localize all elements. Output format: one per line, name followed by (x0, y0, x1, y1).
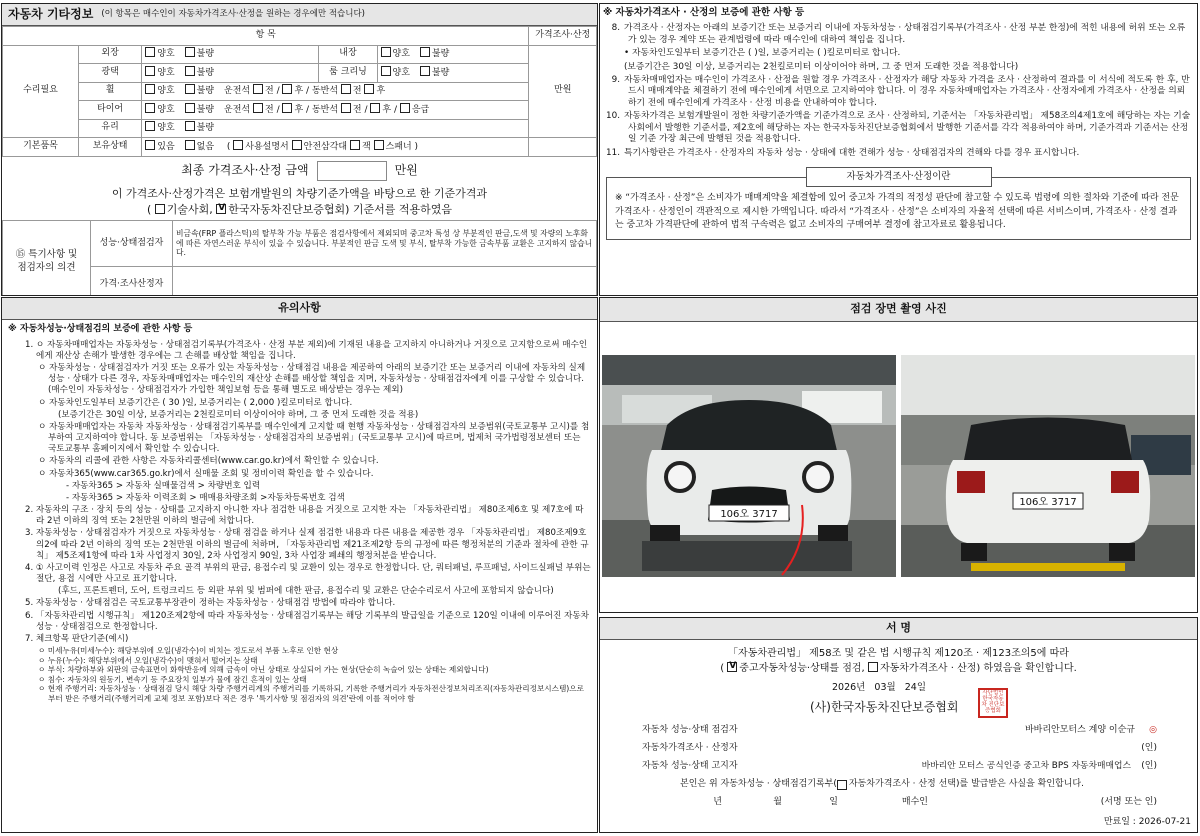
expiry-date: 만료일 : 2026-07-21 (1103, 817, 1191, 828)
opt-good: 양호 (157, 49, 175, 60)
rear-label: 후 (376, 86, 386, 97)
sign-line1: 「자동차관리법」 제58조 및 같은 법 시행규칙 제120조 · 제123조의5에 따라 (728, 648, 1069, 659)
inspector-label: 성능·상태점검자 (91, 221, 173, 267)
guarantee-items (606, 23, 1191, 159)
hold-status-label: 보유상태 (78, 138, 141, 157)
rear-label: 후 (294, 104, 304, 115)
exterior-good-checkbox[interactable] (145, 47, 155, 57)
r5-sign: (서명 또는 인) (1100, 797, 1157, 808)
none-checkbox[interactable] (185, 140, 195, 150)
jack-label: 잭 (361, 141, 371, 152)
guarantee-item-text: 특기사항란은 가격조사 · 산정자의 자동차 성능 · 상태에 대한 견해가 성능 · 상태점검자의 견해와 다를 경우 표시합니다. (624, 147, 1080, 158)
have-label: 있음 (157, 141, 175, 152)
sign-month: 03월 (874, 682, 896, 693)
final-price-label: 최종 가격조사·산정 금액 (181, 162, 309, 177)
notes-lines (8, 340, 591, 703)
confirm-price-checkbox[interactable] (837, 780, 847, 790)
repair-group-label: 수리필요 (3, 45, 79, 138)
opt-good: 양호 (157, 86, 175, 97)
front-label: 전 (265, 86, 274, 97)
inspector-opinion: 비금속(FRP 플라스틱)의 탈부착 가능 부품은 점검사항에서 제외되며 중고차 특성 상 부분적인 판금,도색 및 자량의 노후화에 따른 자연스러운 부식이 있을 수 있습니다. 부분적인 판금 도색 및 부식, 탈부착 가능한 금속부품 교환은 고지하지 않습니다. (173, 221, 597, 267)
guarantee-item-number: 11. (606, 147, 620, 158)
guarantee-item-number: 9. (611, 75, 620, 86)
sign-line2: ( V중고자동차성능·상태를 점검, 자동차가격조사 · 산정) 하였음을 확인합니다. (600, 662, 1197, 675)
sign-row-confirm (642, 776, 1157, 794)
final-price-input[interactable] (317, 161, 387, 181)
r5-buyer: 매수인 (901, 797, 928, 808)
r4a: 본인은 위 자동차성능 · 상태점검기록부( (680, 779, 837, 790)
manual-label: 사용설명서 (245, 141, 289, 152)
basis-line1: 이 가격조사·산정가격은 보험개발원의 차량기준가액을 바탕으로 한 기준가격과 (111, 186, 488, 200)
tech-society-label: 기술사회, (166, 202, 213, 216)
tire-label: 타이어 (78, 101, 141, 120)
sign-org-row (600, 690, 1197, 716)
room-clean-label: 룸 크리닝 (319, 64, 377, 83)
guarantee-item (606, 148, 1191, 159)
box-text: ※ “가격조사 · 산정”은 소비자가 매매계약을 체결함에 있어 중고차 가격의 적정성 판단에 참고할 수 있도록 법령에 의한 절차와 기준에 따라 전문 가격조사 · 산정인이 객관적으로 제시한 가액입니다. 따라서 “가격조사 · 산정”은 소비자의 자율적 선택에 따른 서비스이며, 가격조사 · 산정 결과는 중고차 가격판단에 관하여 법적 구속력은 없고 소비자의 구매여부 결정에 참고자료로 활용됩니다. (606, 177, 1191, 240)
special-notes-label (3, 221, 91, 296)
note-line: ㅇ 미세누유(미세누수): 해당부위에 오일(냉각수)이 비치는 정도로서 부품 노후로 인한 현상 (38, 646, 339, 656)
r3-val: 바바리안 모터스 공식인증 중고차 BPS 자동차매매업스 (921, 761, 1131, 772)
special-label-1: ⑮ 특기사항 및 (15, 249, 78, 261)
inspection-checkbox[interactable] (727, 662, 737, 672)
tire-bad-checkbox[interactable] (185, 103, 195, 113)
sign-rows (600, 716, 1197, 812)
price-label: 자동차가격조사 · 산정) 하였음을 확인합니다. (879, 663, 1077, 674)
glass-bad-checkbox[interactable] (185, 121, 195, 131)
other-info-panel (1, 3, 598, 296)
guarantee-item-number: 8. (611, 23, 620, 34)
r3-label: 자동차 성능·상태 고지자 (642, 761, 738, 772)
tire-good-checkbox[interactable] (145, 103, 155, 113)
rear-plate: 106오 3717 (1019, 497, 1077, 508)
r4b: 자동차가격조사 · 산정 선택)를 발급받은 사실을 확인합니다. (848, 779, 1084, 790)
room-bad-checkbox[interactable] (420, 66, 430, 76)
r5-month: 월 (773, 797, 782, 808)
emergency-label: 응급 (411, 104, 430, 115)
r2-label: 자동차가격조사 · 산정자 (642, 743, 738, 754)
guarantee-item-text: 자동차매매업자는 매수인이 가격조사 · 산정을 원할 경우 가격조사 · 산정자가 해당 자동차 가격을 조사 · 산정하여 결과를 이 서식에 적도록 한 후, 반드시 매매계약을 체결하기 전에 매수인에게 서면으로 고지하여야 합니다. 이 경우 자동차매매업자는 가격조사 · 산정자에게 가격조사 · 산정을 의뢰하기 전에 매수인에게 가격조사 · 산정 비용을 안내하여야 합니다. (624, 75, 1190, 108)
sign-row-notifier (642, 758, 1157, 776)
opt-good: 양호 (157, 123, 175, 134)
interior-good-checkbox[interactable] (381, 47, 391, 57)
rear-label: 후 (294, 86, 304, 97)
wheel-driver-rear-checkbox[interactable] (282, 84, 292, 94)
kaa-checkbox[interactable] (216, 204, 226, 214)
kaa-label: 한국자동차진단보증협회 (228, 202, 346, 216)
interior-bad-checkbox[interactable] (420, 47, 430, 57)
rear-car-image (901, 355, 1195, 577)
note-line: ㅇ 자동차인도일부터 보증기간은 ( 30 )일, 보증거리는 ( 2,000 )킬로미터로 합니다. (38, 397, 353, 408)
interior-label: 내장 (319, 45, 377, 64)
front-car-image (602, 355, 896, 577)
jack-checkbox[interactable] (350, 140, 360, 150)
opt-bad: 불량 (196, 67, 215, 78)
notes-panel (1, 297, 598, 833)
notes-subtitle: ※ 자동차성능·상태점검의 보증에 관한 사항 등 (8, 324, 193, 334)
wheel-pass-front-checkbox[interactable] (341, 84, 351, 94)
triangle-label: 안전삼각대 (303, 141, 348, 152)
r1-val: 바바리안모터스 계양 이순규 (1024, 725, 1135, 736)
exterior-label: 외장 (78, 45, 141, 64)
opt-bad: 불량 (196, 49, 215, 60)
front-label: 전 (352, 86, 362, 97)
basic-items-label: 기본품목 (3, 138, 79, 157)
front-car-photo (602, 355, 896, 577)
note-line: ㅇ 누유(누수): 해당부위에서 오일(냉각수)이 맺혀서 떨어지는 상태 (38, 655, 258, 665)
col-price-header: 가격조사·산정 (529, 27, 597, 46)
note-line: ㅇ 자동차의 리콜에 관한 사항은 자동차리콜센터(www.car.go.kr)에서 확인할 수 있습니다. (38, 456, 379, 467)
photo-title: 점검 장면 촬영 사진 (850, 302, 947, 316)
sign-date (600, 682, 1197, 694)
tire-driver-rear-checkbox[interactable] (282, 103, 292, 113)
glass-good-checkbox[interactable] (145, 121, 155, 131)
final-price-unit: 만원 (394, 162, 418, 177)
rear-label: 후 (382, 104, 392, 115)
wheel-driver-front-checkbox[interactable] (253, 84, 263, 94)
front-plate: 106오 3717 (720, 509, 778, 520)
note-line: ㅇ 침수: 자동차의 원동기, 변속기 등 주요장치 일부가 물에 잠긴 흔적이 있는 상태 (38, 674, 307, 684)
none-label: 없음 (196, 141, 215, 152)
note-line: ㅇ 자동차매매업자는 자동차 자동차성능 · 상태점검기록부를 매수인에게 고지할 때 현행 자동차성능 · 상태점검자의 보증범위(국토교통부 고시)를 첨부하여 고지하여야 합니다. 동 보증범위는 「자동차성능 · 상태점검자의 보증범위」(국토교통부 고시)에 따르며, 법제처 국가법령정보센터 또는 국토교통부 홈페이지에서 확인할 수 있습니다. (38, 421, 590, 455)
other-info-header (2, 4, 597, 26)
price-inspector-label: 가격·조사산정자 (91, 267, 173, 296)
note-line: 6. 「자동차관리법 시행규칙」 제120조제2항에 따라 자동차성능 · 상태점검기록부는 해당 기록부의 발급일을 기준으로 120일 이내에 이루어진 자동차 성능 · 상태점검으로 한정합니다. (25, 610, 589, 632)
glass-label: 유리 (78, 119, 141, 138)
front-label: 전 (352, 104, 362, 115)
sign-row-price (642, 740, 1157, 758)
col-item-header: 항 목 (3, 27, 529, 46)
front-label: 전 (265, 104, 274, 115)
inspection-label: 중고자동차성능·상태를 점검, (739, 663, 865, 674)
guarantee-item-number: 10. (606, 111, 620, 122)
tire-driver-front-checkbox[interactable] (253, 103, 263, 113)
note-line: 2. 자동차의 구조 · 장치 등의 성능 · 상태를 고지하지 아니한 자나 점검한 내용을 거짓으로 고지한 자는 「자동차관리법」 제80조제6호 및 제7호에 따라 2년 이하의 징역 또는 2천만원 이하의 벌금에 처합니다. (25, 505, 584, 527)
note-line: ㅇ 부식: 차량하부와 외판의 금속표면이 화학반응에 의해 금속이 아닌 상태로 상실되어 가는 현상(단순히 녹슬어 있는 상태는 제외합니다) (38, 665, 489, 675)
r1-label: 자동차 성능·상태 점검자 (642, 725, 738, 736)
note-line: (후드, 프론트펜더, 도어, 트렁크리드 등 외판 부위 및 범퍼에 대한 판금, 용접수리 및 교환은 단순수리로서 사고에 포함되지 않습니다) (58, 586, 554, 597)
guarantee-item-text: 자동차가격은 보험개발원이 정한 차량기준가액을 기준가격으로 조사 · 산정하되, 기준서는 「자동차관리법」 제58조의4제1호에 해당하는 자는 기술사회에서 발행한 기준서를, 제2호에 해당하는 자는 한국자동차진단보증협회에서 발행한 기준서를 각각 적용하여야 하며, 기준가격과 기준서는 산정일 기준 가장 최근에 발행된 것을 적용합니다. (624, 111, 1191, 145)
tire-emergency-checkbox[interactable] (400, 103, 410, 113)
passenger-label: 동반석 (311, 86, 339, 97)
guarantee-item (606, 62, 1191, 73)
guarantee-item (606, 111, 1191, 145)
exterior-bad-checkbox[interactable] (185, 47, 195, 57)
sign-row-inspector (642, 722, 1157, 740)
opt-bad: 불량 (196, 86, 215, 97)
guarantee-item-text: • 자동차인도일부터 보증기간은 ( )일, 보증거리는 ( )킬로미터로 합니다. (624, 48, 901, 59)
other-info-note: (이 항목은 매수인이 자동차가격조사·산정을 원하는 경우에만 적습니다) (101, 8, 365, 19)
wheel-bad-checkbox[interactable] (185, 84, 195, 94)
opt-good: 양호 (157, 67, 175, 78)
sign-row-buyer (642, 794, 1157, 812)
price-checkbox[interactable] (868, 662, 878, 672)
note-line: 7. 체크항목 판단기준(예시) (25, 633, 129, 644)
notes-body (2, 320, 597, 707)
tech-society-checkbox[interactable] (155, 204, 165, 214)
box-title: 자동차가격조사·산정이란 (806, 167, 992, 187)
note-line: ㅇ 현재 주행거리: 자동차성능 · 상태점검 당시 해당 차량 주행거리계의 주행거리를 기록하되, 기록한 주행거리가 자동차전산정보처리조직(자동차관리정보시스템)으로부터 받은 주행거리(주행거리계 교체 정보 포함)보다 적은 경우 '특기사항 및 점검자의 의견'란에 이를 적어야 함 (38, 684, 584, 703)
note-line: ㅇ 자동차성능 · 상태점검자가 거짓 또는 오류가 있는 자동차성능 · 상태점검 내용을 제공하여 아래의 보증기간 또는 보증거리 이내에 자동차의 실제 성능 · 상태가 다른 경우, 자동차매매업자는 매수인의 재산상 손해를 배상할 책임을 지며, 자동차성능 · 상태점검자에게 이를 구상할 수 있습니다.(매수인이 자동차성능 · 상태점검자가 가입한 책임보험 등을 통해 별도로 배상받는 경우는 제외) (38, 363, 586, 396)
final-price-row (2, 157, 597, 185)
wheel-pass-rear-checkbox[interactable] (364, 84, 374, 94)
basis-tail: ) 기준서를 적용하였음 (345, 202, 453, 216)
tire-pass-rear-checkbox[interactable] (370, 103, 380, 113)
note-line: 1. ㅇ 자동차매매업자는 자동차성능 · 상태점검기록부(가격조사 · 산정 부분 제외)에 기재된 내용을 고지하지 아니하거나 거짓으로 고지함으로써 매수인에게 재산상 손해가 발생한 경우에는 그 손해를 배상할 책임을 집니다. (25, 339, 588, 361)
guarantee-title: ※ 자동차가격조사 · 산정의 보증에 관한 사항 등 (603, 7, 805, 18)
guarantee-item-text: (보증기간은 30일 이상, 보증거리는 2천킬로미터 이상이어야 하며, 그 중 먼저 도래한 것을 적용합니다) (624, 61, 1019, 72)
rear-car-photo (901, 355, 1195, 577)
gloss-bad-checkbox[interactable] (185, 66, 195, 76)
driver-label: 운전석 (224, 104, 251, 115)
signature-panel (599, 617, 1198, 833)
note-line: 3. 자동차성능 · 상태점검자가 거짓으로 자동차성능 · 상태 점검을 하거나 실제 점검한 내용과 다른 내용을 제공한 경우 「자동차관리법」 제80조제9호의2에 따라 2년 이하의 징역 또는 2천만원 이하의 벌금에 처하며, 「자동차관리법 제21조제2항 등의 규정에 따른 행정처분의 기준과 절차에 관한 규칙」 제5조제1항에 따라 1차 사업정지 30일, 2차 사업정지 90일, 3차 사업장 폐쇄의 행정처분을 받습니다. (25, 528, 589, 561)
r5-day: 일 (829, 797, 838, 808)
note-line: 4. ① 사고이력 인정은 사고로 자동차 주요 골격 부위의 판금, 용접수리 및 교환이 있는 경우로 한정합니다. 단, 쿼터패널, 루프패널, 사이드실패널 부위는 절단, 용접 시에만 사고로 표기합니다. (25, 562, 591, 585)
r3-in: (인) (1141, 761, 1157, 772)
r5-year: 년 (713, 797, 722, 808)
guarantee-item (606, 23, 1191, 46)
gloss-label: 광택 (78, 64, 141, 83)
other-info-title: 자동차 기타정보 (8, 6, 94, 21)
signature-title: 서 명 (885, 621, 912, 635)
passenger-label: 동반석 (311, 104, 339, 115)
have-checkbox[interactable] (145, 140, 155, 150)
r2-val: (인) (1141, 743, 1157, 754)
photos-panel (599, 322, 1198, 613)
driver-label: 운전석 (224, 86, 251, 97)
note-line: - 자동차365 > 자동차 실매물검색 > 차량번호 입력 (66, 480, 261, 491)
note-line: - 자동차365 > 자동차 이력조회 > 매매용차량조회 >자동차등록번호 검색 (66, 492, 345, 503)
opt-bad: 불량 (431, 67, 450, 78)
photo-header (600, 298, 1197, 322)
sign-org: (사)한국자동차진단보증협회 (810, 700, 959, 715)
price-unit: 만원 (529, 45, 597, 138)
other-info-table: 항 목 가격조사·산정 수리필요 외장 양호 불량 내장 양호 불량 만원 광택 양호 불량 룸 크리닝 양호 불량 휠 양호 불량 운전석 전 / 후 / 동반석 전 후 타이어 양호 불량 운전석 전 / 후 / 동반석 전 / 후 / 응급 유리 양호 불량 기본품목 보유상태 있음 없음 ( 사용설명서 안전삼각대 잭 스패너 ) (2, 26, 597, 157)
wheel-good-checkbox[interactable] (145, 84, 155, 94)
spanner-checkbox[interactable] (374, 140, 384, 150)
sign-year: 2026년 (832, 682, 866, 693)
notes-header (2, 298, 597, 320)
opt-bad: 불량 (196, 123, 215, 134)
opt-bad: 불량 (431, 49, 450, 60)
gloss-good-checkbox[interactable] (145, 66, 155, 76)
wheel-label: 휠 (78, 82, 141, 101)
special-notes-table (2, 220, 597, 296)
photo-header-panel (599, 297, 1198, 322)
official-seal: 사단법인 한국자동차 진단보증협회 (978, 688, 1008, 718)
tire-pass-front-checkbox[interactable] (341, 103, 351, 113)
manual-checkbox[interactable] (233, 140, 243, 150)
guarantee-item-text: 가격조사 · 산정자는 아래의 보증기간 또는 보증거리 이내에 자동차성능 · 상태점검기록부(가격조사 · 산정 부분 한정)에 적힌 내용에 허위 또는 오류가 있는 경우 계약 또는 관계법령에 따라 매수인에 대하여 책임을 집니다. (624, 23, 1186, 45)
room-good-checkbox[interactable] (381, 66, 391, 76)
opt-good: 양호 (157, 104, 175, 115)
opt-bad: 불량 (196, 104, 215, 115)
sign-day: 24일 (904, 682, 927, 693)
signature-header (600, 618, 1197, 640)
guarantee-item (606, 75, 1191, 109)
note-line: (보증기간은 30일 이상, 보증거리는 2천킬로미터 이상이어야 하며, 그 중 먼저 도래한 것을 적용) (58, 409, 419, 420)
guarantee-item (606, 48, 1191, 59)
note-line: 5. 자동차성능 · 상태점검은 국토교통부장관이 정하는 자동차성능 · 상태점검 방법에 따라야 합니다. (25, 598, 396, 609)
basis-line2: ( 기술사회, V 한국자동차진단보증협회) 기준서를 적용하였음 (2, 203, 597, 217)
notes-title: 유의사항 (278, 301, 321, 315)
special-label-2: 점검자의 의견 (17, 261, 76, 273)
note-line: ㅇ 자동차365(www.car365.go.kr)에서 실매물 조회 및 정비이력 확인을 할 수 있습니다. (38, 468, 374, 479)
spanner-label: 스패너 (385, 141, 412, 152)
inspector-seal-icon: ◎ (1149, 725, 1157, 736)
opt-good: 양호 (392, 67, 410, 78)
triangle-checkbox[interactable] (292, 140, 302, 150)
opt-good: 양호 (392, 49, 410, 60)
price-guarantee-panel (599, 3, 1198, 296)
